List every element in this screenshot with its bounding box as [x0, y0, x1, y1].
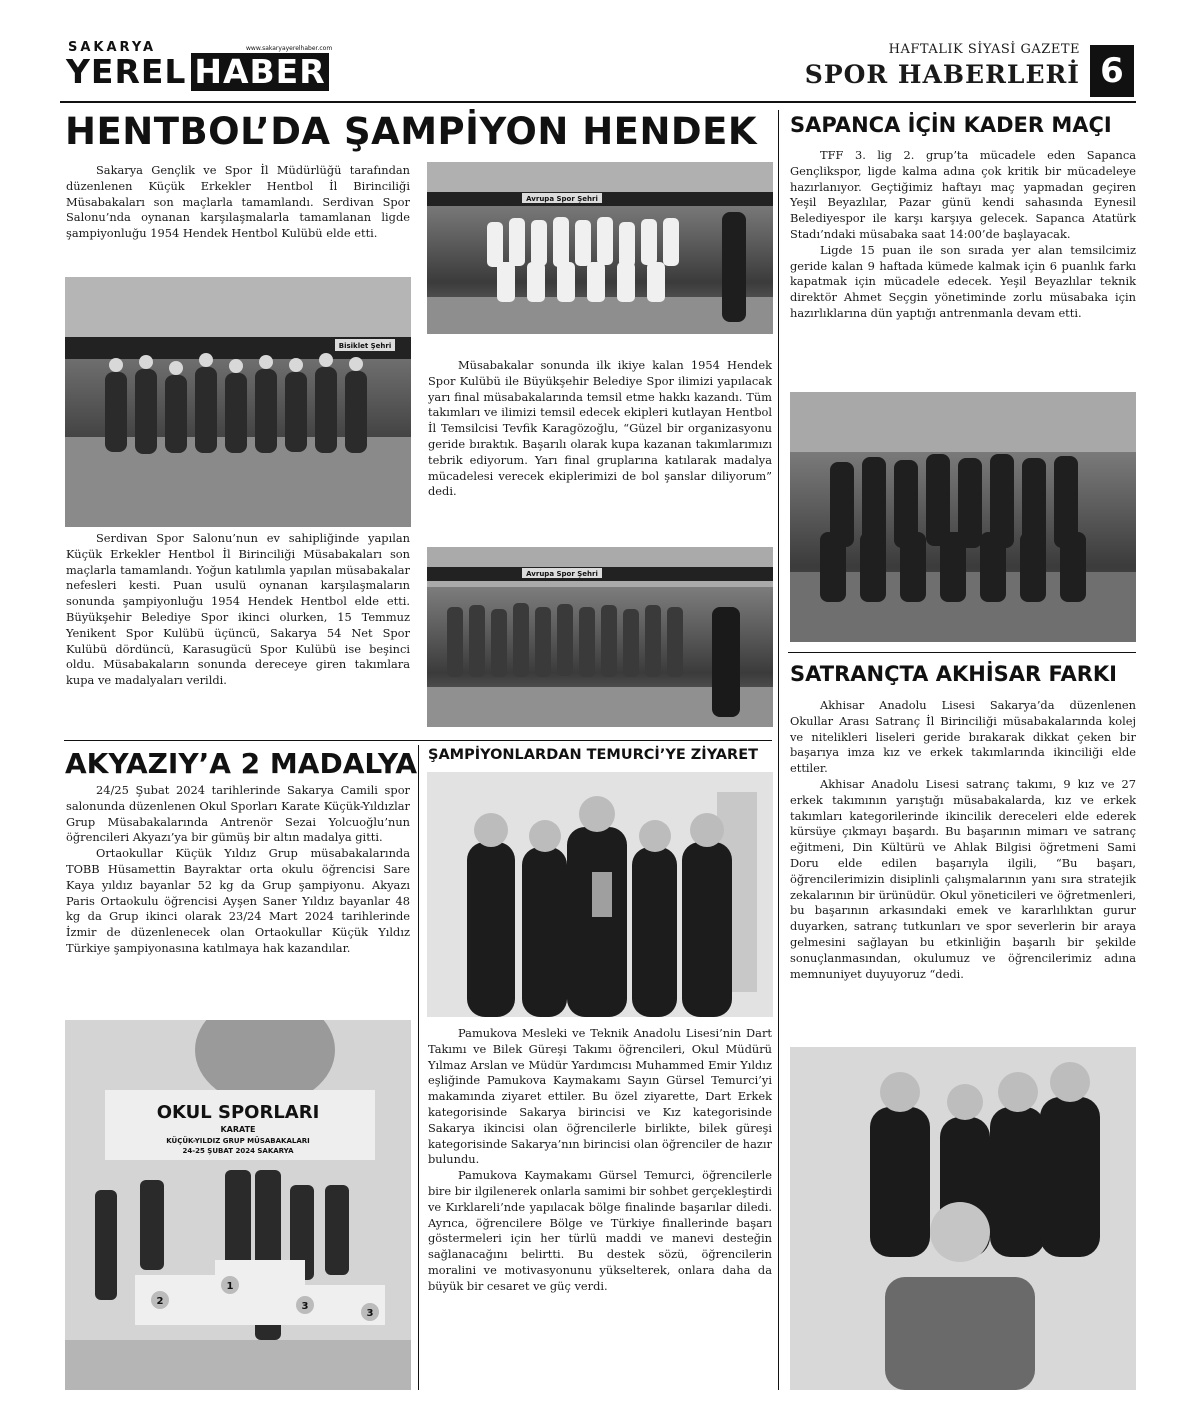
podium-3a: 3: [301, 1301, 309, 1312]
photo-hentbol-group-1: [427, 162, 773, 334]
banner-text-bisiklet: Bisiklet Şehri: [338, 342, 392, 350]
masthead-yerel: YEREL: [66, 52, 187, 91]
satranc-headline: SATRANÇTA AKHİSAR FARKI: [790, 662, 1117, 686]
main-headline: HENTBOL’DA ŞAMPİYON HENDEK: [65, 110, 758, 153]
akyazi-body: [66, 783, 410, 957]
pamukova-text-1: Pamukova Mesleki ve Teknik Anadolu Lisesi’nin Dart Takımı ve Bilek Güreşi Takımı öğrencileri, Okul Müdürü Yılmaz Arslan ve Müdür Yardımcısı Muhammed Emir Yıldız eşliğinde Pamukova Kaymakamı Sayın Gürsel Temurci’yi makamında ziyaret ettiler. Bu özel ziyarette, Dart Erkek kategorisinde Sakarya birincisi ve Kız kategorisinde Sakarya ikincisi olan öğrencilerle birlikte, bilek güreşi kategorisinde Sakarya’nın birincisi olan öğrenciler de hazır bulundu.: [428, 1026, 772, 1167]
satranc-text-1: Akhisar Anadolu Lisesi Sakarya’da düzenlenen Okullar Arası Satranç İl Birinciliği müsabakalarında kolej ve nitelikleri liseleri geride bırakarak dikkat çeken bir başarıya imza kız ve erkek takımlarında ikinciliği elde ettiler.: [790, 698, 1136, 776]
page-number: 6: [1090, 45, 1134, 97]
sapanca-body: [790, 148, 1136, 322]
main-intro: [66, 163, 410, 242]
pamukova-headline: ŞAMPİYONLARDAN TEMURCİ’YE ZİYARET: [428, 747, 758, 763]
main-intro-text: Sakarya Gençlik ve Spor İl Müdürlüğü tarafından düzenlenen Küçük Erkekler Hentbol İl Birinciliği Müsabakaları son maçlarla tamamlandı. Serdivan Spor Salonu’nda oynanan karşılaşmalarla tamamlanan ligde şampiyonluğu 1954 Hendek Hentbol Kulübü elde etti.: [66, 163, 410, 241]
photo-pamukova-visit: [427, 772, 773, 1017]
sapanca-text-2: Ligde 15 puan ile son sırada yer alan temsilcimiz geride kalan 9 haftada kümede kalmak için 6 puanlık farkı kapatmak için mücadele edecek. Yeşil Beyazlılar teknik direktör Ahmet Seçgin yönetiminde zorlu müsabaka için hazırlıklarına dün yaptığı antrenmanla devam etti.: [790, 242, 1136, 320]
column-divider-right: [778, 110, 779, 1390]
pamukova-body: [428, 1026, 772, 1295]
section-title: SPOR HABERLERİ: [804, 60, 1080, 89]
masthead-url: www.sakaryayerelhaber.com: [246, 45, 333, 52]
karate-banner-title: OKUL SPORLARI: [156, 1102, 320, 1123]
akyazi-text-2: Ortaokullar Küçük Yıldız Grup müsabakalarında TOBB Hüsamettin Bayraktar orta okulu öğrencisi Sare Kaya yıldız bayanlar 52 kg da Grup şampiyonu. Akyazı Paris Ortaokulu öğrencisi Ayşen Saner Yıldız bayanlar 48 kg da Grup ikinci olarak 23/24 Mart 2024 tarihlerinde İzmir de düzenlenecek olan Ortaokullar Küçük Yıldız Türkiye şampiyonasına katılmaya hak kazandılar.: [66, 846, 410, 955]
pamukova-text-2: Pamukova Kaymakamı Gürsel Temurci, öğrencilerle bire bir ilgilenerek onlarla samimi bir sohbet gerçekleştirdi ve Kırklareli’nde yapılacak bölge finalinde başarılar diledi. Ayrıca, öğrencilere Bölge ve Türkiye finallerinde başarı göstermeleri için her türlü maddi ve manevi desteğin sağlanacağını belirtti. Bu destek sözü, öğrencilerin moralini ve motivasyonunu yükselterek, onlara daha da büyük bir cesaret ve güç verdi.: [428, 1168, 773, 1293]
akyazi-text-1: 24/25 Şubat 2024 tarihlerinde Sakarya Camili spor salonunda düzenlenen Okul Sporları Karate Küçük-Yıldızlar Grup Müsabakalarında Antrenör Sezai Yolcuoğlu’nun öğrencileri Akyazı’ya bir gümüş bir altın madalya gitti.: [66, 783, 410, 845]
karate-banner-sub1: KARATE: [220, 1125, 256, 1134]
masthead-city: SAKARYA: [68, 40, 157, 55]
main-left-body: [66, 531, 410, 689]
photo-hendek-team: [65, 277, 411, 527]
edition-label: HAFTALIK SİYASİ GAZETE: [888, 42, 1080, 57]
karate-banner-sub3: 24-25 ŞUBAT 2024 SAKARYA: [182, 1147, 294, 1155]
sapanca-headline: SAPANCA İÇİN KADER MAÇI: [790, 113, 1112, 137]
sapanca-text-1: TFF 3. lig 2. grup’ta mücadele eden Sapanca Gençlikspor, ligde kalma adına çok kritik bir mücadeleye hazırlanıyor. Geçtiğimiz haftayı maç yapmadan geçiren Yeşil Beyazlılar, Pazar günü kendi sahasında Eynesil Belediyespor ile karşı karşıya gelecek. Sapanca Atatürk Stadı’ndaki müsabaka saat 14:00’de başlayacak.: [790, 148, 1136, 241]
main-right-text: Müsabakalar sonunda ilk ikiye kalan 1954 Hendek Spor Kulübü ile Büyükşehir Belediye Spor ilimizi yapılacak yarı final müsabakalarında temsil etme hakkı kazandı. Tüm takımları ve ilimizi temsil edecek ekipleri kutlayan Hentbol İl Temsilcisi Tevfik Karagözoğlu, “Güzel bir organizasyonu geride bıraktık. Başarılı olarak kupa kazanan takımlarımızı tebrik ediyorum. Yarı final gruplarına katılarak madalya mücadelesi verecek ekiplerimizi de bol şanslar diliyorum” dedi.: [428, 358, 772, 499]
masthead-rule: [60, 101, 1136, 103]
podium-3b: 3: [366, 1308, 374, 1319]
section-divider: [64, 740, 772, 741]
main-right-body: [428, 358, 772, 500]
photo-karate-podium: [65, 1020, 411, 1390]
podium-1: 1: [226, 1281, 234, 1292]
main-left-text: Serdivan Spor Salonu’nun ev sahipliğinde yapılan Küçük Erkekler Hentbol İl Birinciliği Müsabakaları son maçlarla tamamlandı. Yoğun katılımla yapılan müsabakalar nefesleri kesti. Puan usulü oynanan karşılaşmaların sonunda şampiyonluğu 1954 Hendek Hentbol elde etti. Büyükşehir Belediye Spor ikinci olurken, 15 Temmuz Yenikent Spor Kulübü üçüncü, Sakarya 54 Net Spor Kulübü dördüncü, Karasugücü Spor Kulübü ise beşinci oldu. Müsabakaların sonunda dereceye giren takımlara kupa ve madalyaları verildi.: [66, 531, 410, 688]
photo-satranc-team: [790, 1047, 1136, 1390]
section-divider-right: [788, 652, 1136, 653]
banner-text-avrupa-1: Avrupa Spor Şehri: [526, 195, 598, 203]
karate-banner-sub2: KÜÇÜK-YILDIZ GRUP MÜSABAKALARI: [166, 1137, 310, 1145]
masthead-haber: HABER: [191, 53, 329, 91]
satranc-text-2: Akhisar Anadolu Lisesi satranç takımı, 9 kız ve 27 erkek takımının yarıştığı müsabakalarda, kız ve erkek takımları kategorilerinde ikincilik dereceleri elde ederek kürsüye çıkmayı başardı. Bu başarının mimarı ve satranç eğitmeni, Din Kültürü ve Ahlak Bilgisi öğretmeni Sami Doru elde edilen başarıyla ilgili, “Bu başarı, öğrencilerimizin disiplinli çalışmalarının yanı sıra stratejik zekalarının bir ürünüdür. Okul yöneticileri ve öğretmenleri, bu başarının arkasındaki emek ve kararlılıktan gurur duyarken, satranç tutkunları ve spor severlerin bir araya gelmesini sağlayan bu etkinliğin başarılı bir şekilde sonuçlanmasından, okulumuz ve öğrencilerimiz adına memnuniyet duyuyoruz “dedi.: [790, 776, 1136, 981]
photo-sapanca-team: [790, 392, 1136, 642]
podium-2: 2: [156, 1296, 164, 1307]
column-divider-bottom: [418, 745, 419, 1390]
akyazi-headline: AKYAZIY’A 2 MADALYA: [65, 747, 418, 780]
banner-text-avrupa-2: Avrupa Spor Şehri: [526, 570, 598, 578]
satranc-body: [790, 698, 1136, 982]
photo-hentbol-group-2: [427, 547, 773, 727]
